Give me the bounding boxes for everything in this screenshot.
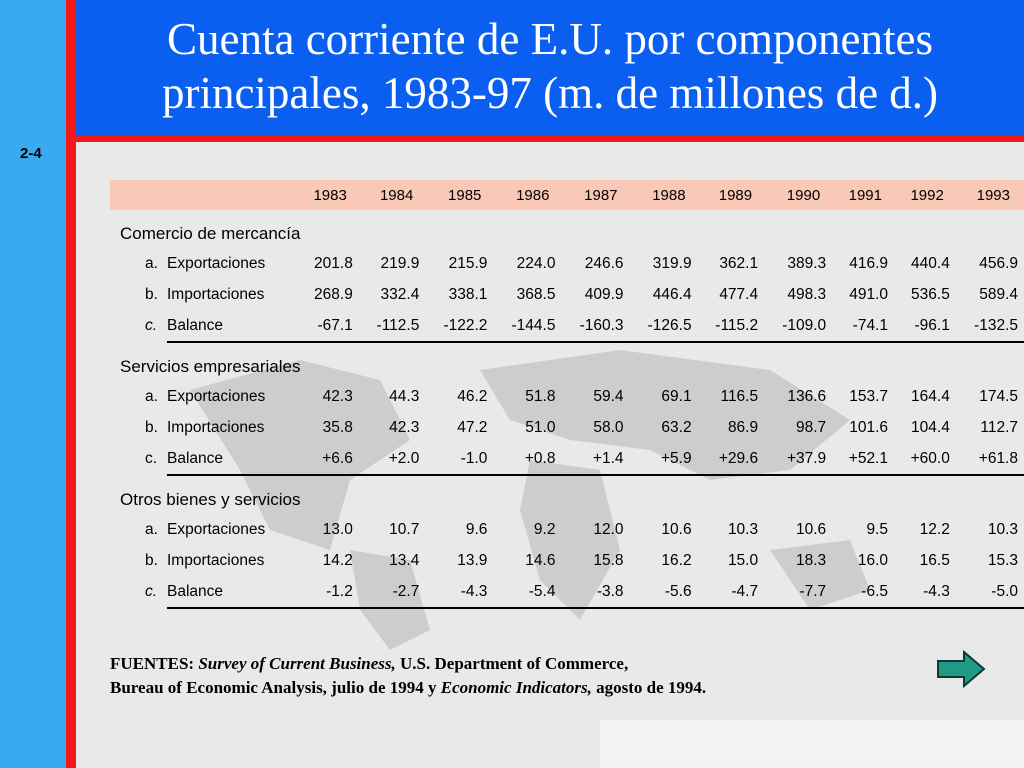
- table-cell: 338.1: [448, 285, 488, 303]
- year-header: 1986: [493, 180, 561, 210]
- year-header: 1983: [297, 180, 359, 210]
- table-cell: 10.6: [661, 520, 692, 538]
- table-cell: 10.6: [796, 520, 827, 538]
- table-cell: 9.2: [533, 520, 556, 538]
- row-letter: b.: [145, 551, 158, 569]
- row-label: Balance: [167, 310, 297, 342]
- table-cell: 164.4: [911, 387, 950, 405]
- table-cell: -132.5: [956, 310, 1024, 342]
- table-cell: 59.4: [593, 387, 624, 405]
- table-row: [110, 381, 1024, 412]
- table-cell: 477.4: [719, 285, 759, 303]
- section-header-row: [110, 220, 1024, 248]
- table-cell: 16.5: [919, 551, 950, 569]
- table-cell: -4.3: [894, 576, 956, 608]
- table-cell: +6.6: [297, 443, 359, 475]
- table-cell: -109.0: [764, 310, 832, 342]
- table-cell: +37.9: [764, 443, 832, 475]
- row-label: Exportaciones: [167, 254, 266, 272]
- table-cell: 446.4: [652, 285, 692, 303]
- table-cell: -2.7: [359, 576, 426, 608]
- right-arrow-icon[interactable]: [936, 650, 986, 688]
- table-cell: 136.6: [787, 387, 827, 405]
- year-header: 1989: [698, 180, 765, 210]
- table-cell: 201.8: [314, 254, 353, 272]
- year-header: 1987: [561, 180, 629, 210]
- sources-publication-2: Economic Indicators,: [440, 678, 592, 697]
- footer-panel: [600, 720, 1024, 768]
- table-cell: 13.0: [322, 520, 353, 538]
- table-cell: 319.9: [652, 254, 692, 272]
- table-cell: 10.3: [987, 520, 1018, 538]
- table-cell: -5.4: [493, 576, 561, 608]
- table-cell: 224.0: [516, 254, 556, 272]
- row-label: Importaciones: [167, 551, 265, 569]
- table-cell: -4.3: [425, 576, 493, 608]
- table-cell: +5.9: [630, 443, 698, 475]
- table-row: [110, 514, 1024, 545]
- table-cell: 12.0: [593, 520, 624, 538]
- row-letter: a.: [145, 387, 158, 405]
- table-row: [110, 248, 1024, 279]
- section-title: Servicios empresariales: [120, 357, 301, 376]
- table-cell: 389.3: [787, 254, 827, 272]
- year-header: 1992: [894, 180, 956, 210]
- table-cell: 12.2: [919, 520, 950, 538]
- table-cell: +60.0: [894, 443, 956, 475]
- row-letter: a.: [145, 254, 158, 272]
- title-line-1: Cuenta corriente de E.U. por componentes: [167, 14, 933, 64]
- table-row: [110, 443, 1024, 475]
- sources-bureau: Bureau of Economic Analysis, julio de 1994 y: [110, 678, 437, 697]
- section-title: Comercio de mercancía: [120, 224, 301, 243]
- slide-title: [76, 0, 1024, 135]
- table-cell: 46.2: [457, 387, 488, 405]
- table-cell: 10.3: [727, 520, 759, 538]
- table-cell: 14.2: [322, 551, 353, 569]
- title-underline: [76, 135, 1024, 142]
- table-cell: 42.3: [389, 418, 420, 436]
- section-title: Otros bienes y servicios: [120, 490, 301, 509]
- section-spacer: [110, 210, 1024, 220]
- table-cell: 51.8: [525, 387, 556, 405]
- section-spacer: [110, 342, 1024, 353]
- table-cell: 15.8: [593, 551, 624, 569]
- table-cell: 13.9: [457, 551, 488, 569]
- row-label: Balance: [167, 576, 297, 608]
- table-cell: 35.8: [322, 418, 353, 436]
- title-line-2: principales, 1983-97 (m. de millones de d.): [161, 68, 939, 118]
- year-header: 1990: [764, 180, 832, 210]
- table-cell: +61.8: [956, 443, 1024, 475]
- table-cell: 440.4: [911, 254, 950, 272]
- year-header: 1993: [956, 180, 1024, 210]
- table-row: [110, 279, 1024, 310]
- row-letter: a.: [145, 520, 158, 538]
- sources-footnote: [110, 652, 910, 700]
- table-cell: 42.3: [322, 387, 353, 405]
- table-cell: +1.4: [561, 443, 629, 475]
- left-sidebar-bar: [0, 0, 66, 768]
- sources-department: U.S. Department of Commerce,: [400, 654, 629, 673]
- table-cell: -1.0: [425, 443, 493, 475]
- table-cell: -96.1: [894, 310, 956, 342]
- section-header-row: [110, 486, 1024, 514]
- table-cell: -4.7: [698, 576, 765, 608]
- table-cell: +0.8: [493, 443, 561, 475]
- row-label: Balance: [167, 443, 297, 475]
- table-cell: -3.8: [561, 576, 629, 608]
- row-letter: c.: [145, 317, 158, 334]
- table-cell: 174.5: [979, 387, 1018, 405]
- table-cell: 9.6: [465, 520, 488, 538]
- year-header: 1984: [359, 180, 426, 210]
- table-cell: 98.7: [796, 418, 827, 436]
- table-cell: 368.5: [516, 285, 556, 303]
- table-cell: -115.2: [698, 310, 765, 342]
- row-letter: c.: [145, 450, 158, 467]
- table-cell: 16.0: [857, 551, 888, 569]
- table-row: [110, 545, 1024, 576]
- table-cell: 18.3: [796, 551, 827, 569]
- header-label-cell: [110, 180, 297, 210]
- table-cell: -74.1: [832, 310, 894, 342]
- row-letter: b.: [145, 418, 158, 436]
- table-cell: 219.9: [380, 254, 420, 272]
- table-cell: 16.2: [661, 551, 692, 569]
- year-header: 1985: [425, 180, 493, 210]
- sources-prefix: FUENTES:: [110, 654, 195, 673]
- row-letter: c.: [145, 583, 158, 600]
- sources-date: agosto de 1994.: [596, 678, 707, 697]
- table-cell: -122.2: [425, 310, 493, 342]
- table-cell: 589.4: [979, 285, 1018, 303]
- table-cell: 498.3: [787, 285, 827, 303]
- row-letter: b.: [145, 285, 158, 303]
- table-cell: 58.0: [593, 418, 624, 436]
- slide-number: 2-4: [20, 145, 42, 162]
- table-cell: 112.7: [980, 418, 1018, 436]
- table-cell: 47.2: [457, 418, 488, 436]
- table-cell: 44.3: [389, 387, 420, 405]
- table-cell: +52.1: [832, 443, 894, 475]
- table-cell: 69.1: [661, 387, 692, 405]
- table-cell: -144.5: [493, 310, 561, 342]
- table-cell: +2.0: [359, 443, 426, 475]
- year-header: 1991: [832, 180, 894, 210]
- table-cell: 215.9: [448, 254, 488, 272]
- table-cell: -126.5: [630, 310, 698, 342]
- table-cell: 51.0: [525, 418, 556, 436]
- table-cell: 13.4: [389, 551, 420, 569]
- table-cell: -5.6: [630, 576, 698, 608]
- table-cell: 456.9: [979, 254, 1018, 272]
- table-row: [110, 576, 1024, 608]
- table-cell: 10.7: [389, 520, 420, 538]
- table-cell: -160.3: [561, 310, 629, 342]
- table-cell: 416.9: [849, 254, 888, 272]
- table-cell: -7.7: [764, 576, 832, 608]
- table-cell: 362.1: [719, 254, 759, 272]
- table-cell: 101.6: [849, 418, 888, 436]
- table-cell: -5.0: [956, 576, 1024, 608]
- section-spacer: [110, 475, 1024, 486]
- table-cell: 332.4: [380, 285, 420, 303]
- table-cell: 15.0: [727, 551, 759, 569]
- table-cell: 116.5: [720, 387, 759, 405]
- table-cell: -1.2: [297, 576, 359, 608]
- table-cell: 153.7: [849, 387, 888, 405]
- row-label: Exportaciones: [167, 520, 266, 538]
- table-cell: 409.9: [584, 285, 624, 303]
- table-cell: 491.0: [849, 285, 888, 303]
- sources-publication-1: Survey of Current Business,: [198, 654, 396, 673]
- left-accent-bar: [66, 0, 76, 768]
- section-header-row: [110, 353, 1024, 381]
- table-cell: 9.5: [866, 520, 888, 538]
- row-label: Exportaciones: [167, 387, 266, 405]
- table-cell: 246.6: [584, 254, 624, 272]
- table-cell: 536.5: [911, 285, 950, 303]
- table-cell: 104.4: [911, 418, 950, 436]
- table-row: [110, 310, 1024, 342]
- year-header-row: [110, 180, 1024, 210]
- row-label: Importaciones: [167, 418, 265, 436]
- current-account-table: [110, 180, 1024, 609]
- table-cell: -67.1: [297, 310, 359, 342]
- table-cell: 63.2: [661, 418, 692, 436]
- table-cell: 14.6: [525, 551, 556, 569]
- table-row: [110, 412, 1024, 443]
- year-header: 1988: [630, 180, 698, 210]
- table-cell: -112.5: [359, 310, 426, 342]
- table-cell: 268.9: [314, 285, 353, 303]
- table-cell: +29.6: [698, 443, 765, 475]
- row-label: Importaciones: [167, 285, 265, 303]
- table-cell: -6.5: [832, 576, 894, 608]
- table-cell: 86.9: [727, 418, 759, 436]
- table-cell: 15.3: [987, 551, 1018, 569]
